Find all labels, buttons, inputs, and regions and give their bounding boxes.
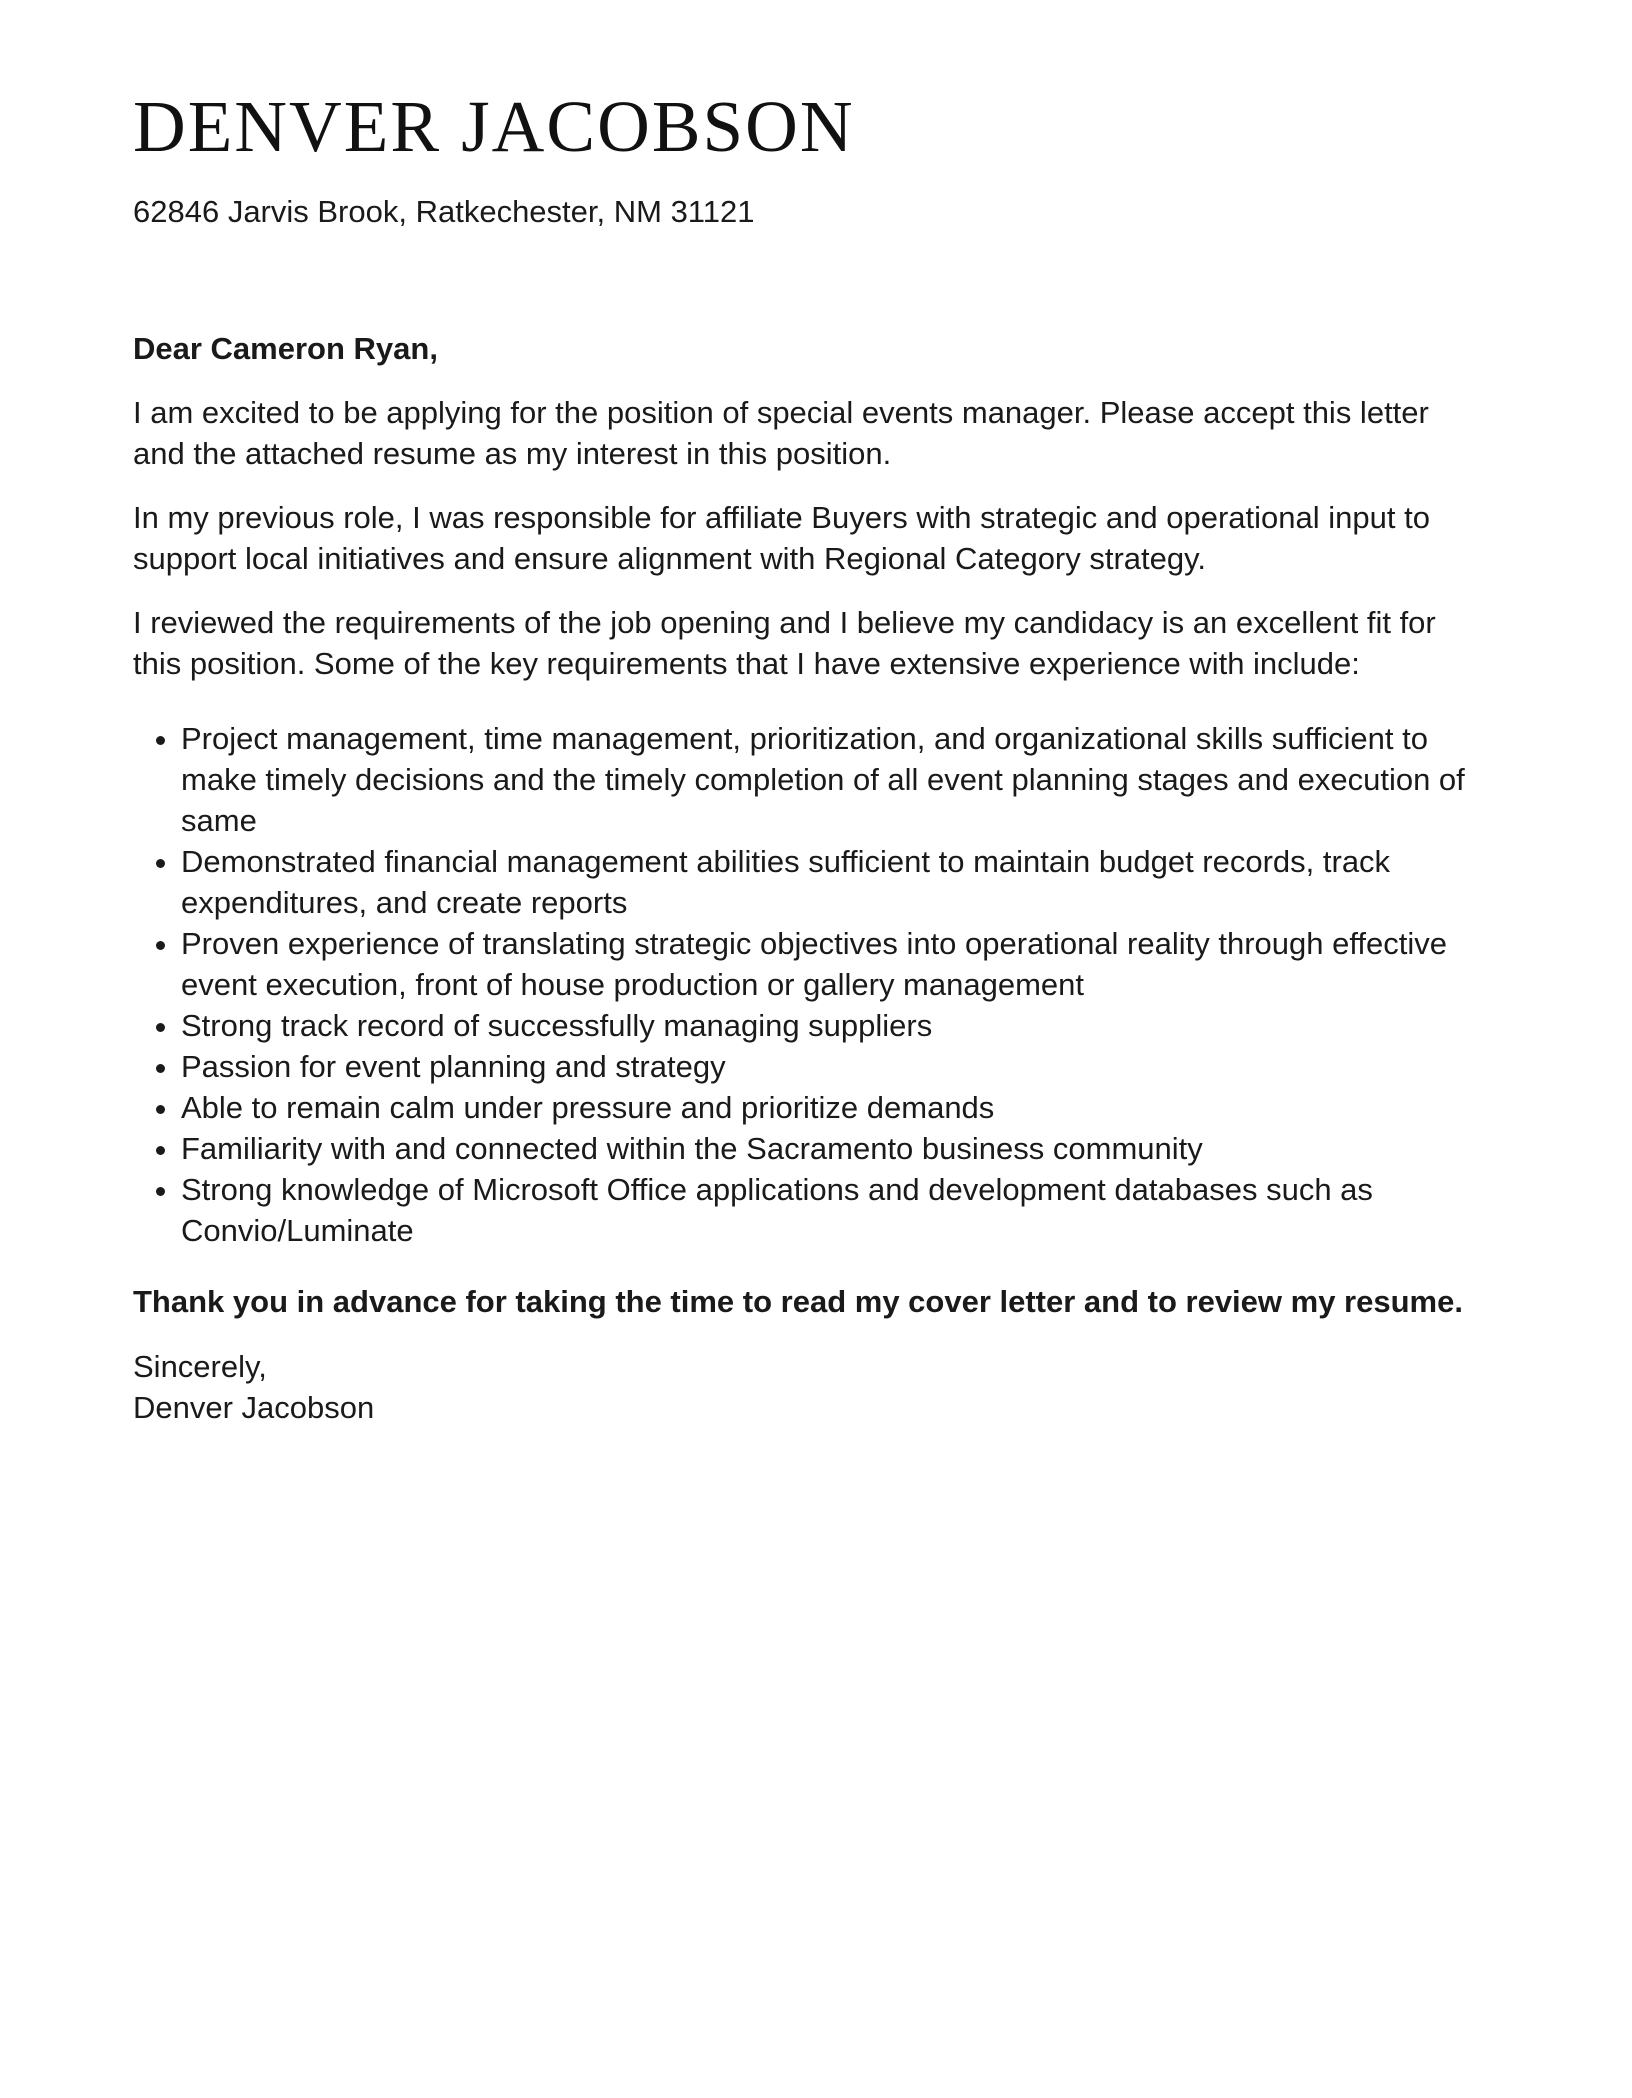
closing-thanks: Thank you in advance for taking the time to read my cover letter and to review my resume.: [133, 1284, 1463, 1319]
sender-address: 62846 Jarvis Brook, Ratkechester, NM 31121: [133, 194, 755, 229]
requirement-item: • Strong knowledge of Microsoft Office applications and development databases such as Convio/Luminate: [181, 1169, 1468, 1251]
page-title: DENVER JACOBSON: [133, 86, 855, 167]
salutation: Dear Cameron Ryan,: [133, 331, 438, 366]
paragraph-previous-role: In my previous role, I was responsible for affiliate Buyers with strategic and operational input to support local initiatives and ensure alignment with Regional Category strategy.: [133, 500, 1430, 576]
requirement-item: • Proven experience of translating strategic objectives into operational reality through effective event execution, front of house production or gallery management: [181, 923, 1468, 1005]
requirements-list: [133, 718, 1468, 1251]
requirement-item: • Demonstrated financial management abilities sufficient to maintain budget records, track expenditures, and create reports: [181, 841, 1468, 923]
paragraph-intro: I am excited to be applying for the position of special events manager. Please accept this letter and the attached resume as my interest in this position.: [133, 395, 1429, 471]
requirement-item: • Strong track record of successfully managing suppliers: [181, 1005, 1468, 1046]
paragraph-requirements-lead: I reviewed the requirements of the job opening and I believe my candidacy is an excellent fit for this position. Some of the key requirements that I have extensive experience with include:: [133, 605, 1436, 681]
requirement-item: • Passion for event planning and strategy: [181, 1046, 1468, 1087]
requirement-item: • Able to remain calm under pressure and prioritize demands: [181, 1087, 1468, 1128]
signoff-word: Sincerely,: [133, 1349, 267, 1384]
signature-name: Denver Jacobson: [133, 1390, 375, 1425]
requirement-item: • Familiarity with and connected within the Sacramento business community: [181, 1128, 1468, 1169]
signature-block: [133, 1346, 1468, 1428]
requirement-item: • Project management, time management, prioritization, and organizational skills sufficient to make timely decisions and the timely completion of all event planning stages and execution of same: [181, 718, 1468, 841]
